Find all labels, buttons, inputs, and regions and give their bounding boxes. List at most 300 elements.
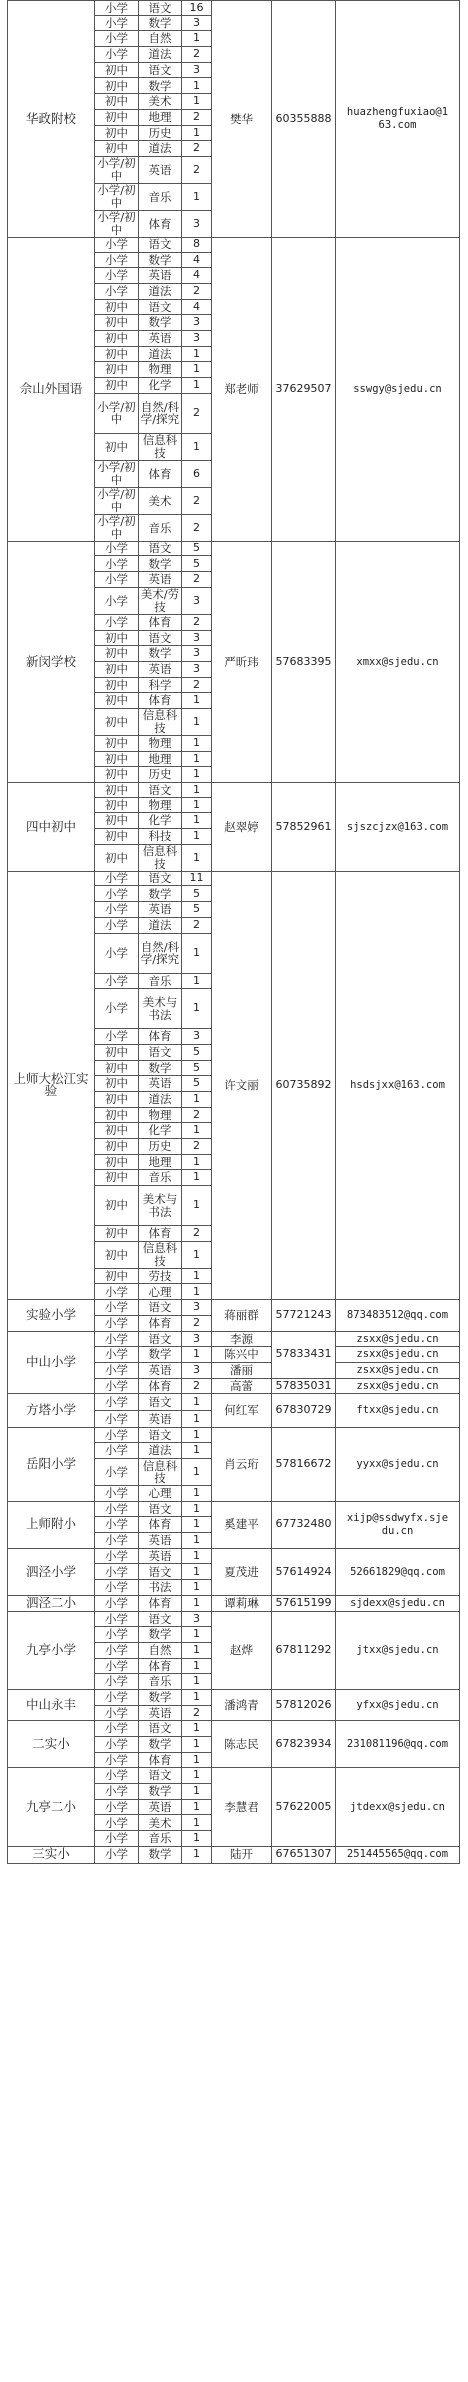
contact-phone: 57614924 [272,1548,336,1595]
vacancy-count: 2 [182,614,212,630]
vacancy-count: 8 [182,237,212,252]
vacancy-count: 2 [182,1139,212,1155]
school-level: 初中 [95,62,139,78]
subject: 体育 [139,1029,182,1045]
subject: 数学 [139,1060,182,1076]
school-level: 小学 [95,1378,139,1394]
school-name: 上师附小 [8,1501,95,1548]
school-level: 初中 [95,661,139,677]
school-level: 初中 [95,141,139,157]
school-email: 873483512@qq.com [336,1300,460,1331]
school-level: 小学 [95,1846,139,1863]
school-level: 初中 [95,346,139,362]
subject: 音乐 [139,1674,182,1690]
vacancy-count: 3 [182,62,212,78]
school-level: 初中 [95,767,139,783]
vacancy-count: 1 [182,693,212,709]
contact-person: 潘鸿青 [212,1689,272,1720]
school-level: 小学 [95,1362,139,1378]
school-level: 小学 [95,1611,139,1627]
school-level: 小学 [95,1658,139,1674]
vacancy-count: 1 [182,1501,212,1517]
contact-person: 奚建平 [212,1501,272,1548]
school-level: 初中 [95,630,139,646]
school-level: 小学 [95,1486,139,1502]
subject: 语文 [139,62,182,78]
vacancy-count: 1 [182,378,212,394]
vacancy-count: 1 [182,813,212,829]
school-level: 小学 [95,886,139,902]
vacancy-count: 1 [182,844,212,871]
subject: 体育 [139,1658,182,1674]
vacancy-count: 1 [182,1443,212,1459]
vacancy-count: 4 [182,252,212,268]
table-row [8,1768,460,1784]
school-name: 泗泾二小 [8,1595,95,1611]
school-level: 初中 [95,829,139,845]
subject: 体育 [139,1315,182,1331]
contact-person: 严昕玮 [212,541,272,782]
school-level: 初中 [95,1060,139,1076]
school-level: 小学 [95,572,139,588]
vacancy-count: 1 [182,989,212,1029]
school-level: 初中 [95,813,139,829]
school-level: 初中 [95,708,139,735]
subject: 地理 [139,751,182,767]
vacancy-count: 3 [182,331,212,347]
subject: 体育 [139,460,182,487]
school-email: jtxx@sjedu.cn [336,1611,460,1689]
school-level: 小学 [95,1459,139,1486]
school-level: 小学/初中 [95,393,139,433]
vacancy-count: 1 [182,1154,212,1170]
school-name: 三实小 [8,1846,95,1863]
school-name: 四中初中 [8,783,95,872]
subject: 体育 [139,1378,182,1394]
school-level: 小学 [95,1674,139,1690]
contact-phone: 57812026 [272,1689,336,1720]
school-name: 实验小学 [8,1300,95,1331]
school-level: 小学 [95,933,139,973]
table-row [8,541,460,556]
subject: 数学 [139,1737,182,1753]
vacancy-count: 1 [182,1784,212,1800]
subject: 语文 [139,1044,182,1060]
subject: 体育 [139,1517,182,1533]
subject: 科学 [139,677,182,693]
subject: 英语 [139,1362,182,1378]
table-row [8,1548,460,1564]
contact-phone: 57835031 [272,1378,336,1394]
table-row [8,237,460,252]
email-part: du.cn [381,1524,414,1537]
vacancy-count: 1 [182,1347,212,1363]
vacancy-count: 2 [182,47,212,63]
table-row [8,1,460,16]
school-email: sswgy@sjedu.cn [336,237,460,541]
subject: 语文 [139,1501,182,1517]
vacancy-count: 1 [182,1721,212,1737]
school-email [336,1,460,238]
vacancy-count: 3 [182,1331,212,1347]
school-level: 初中 [95,378,139,394]
contact-phone: 57683395 [272,541,336,782]
school-level: 小学 [95,1784,139,1800]
vacancy-count: 11 [182,871,212,886]
vacancy-count: 1 [182,1284,212,1300]
school-level: 小学 [95,1410,139,1427]
contact-phone: 60355888 [272,1,336,238]
subject: 英语 [139,1548,182,1564]
school-level: 小学 [95,1533,139,1549]
table-row [8,1611,460,1627]
vacancy-count: 3 [182,661,212,677]
vacancy-count: 1 [182,78,212,94]
subject: 音乐 [139,1170,182,1186]
contact-phone: 67830729 [272,1394,336,1427]
contact-phone: 67651307 [272,1846,336,1863]
school-email: yyxx@sjedu.cn [336,1427,460,1501]
vacancy-count: 1 [182,1846,212,1863]
table-row [8,783,460,798]
school-level: 初中 [95,1044,139,1060]
vacancy-count: 1 [182,783,212,798]
subject: 美术 [139,487,182,514]
school-name: 上师大松江实验 [8,871,95,1299]
vacancy-count: 1 [182,1394,212,1411]
vacancy-count: 1 [182,1268,212,1284]
subject: 历史 [139,1139,182,1155]
school-name: 泗泾小学 [8,1548,95,1595]
contact-phone: 67823934 [272,1721,336,1768]
contact-person: 赵烨 [212,1611,272,1689]
vacancy-count: 1 [182,1517,212,1533]
school-email: 251445565@qq.com [336,1846,460,1863]
school-email: jtdexx@sjedu.cn [336,1768,460,1846]
school-level: 小学 [95,1580,139,1596]
vacancy-count: 5 [182,1060,212,1076]
vacancy-count: 2 [182,156,212,183]
table-row [8,1300,460,1316]
subject: 物理 [139,735,182,751]
subject: 自然/科学/探究 [139,933,182,973]
school-level: 小学 [95,237,139,252]
vacancy-count: 4 [182,299,212,315]
school-email [336,1501,460,1548]
subject: 道法 [139,47,182,63]
subject: 英语 [139,1705,182,1721]
school-name: 岳阳小学 [8,1427,95,1501]
subject: 语文 [139,1427,182,1443]
subject: 数学 [139,1846,182,1863]
vacancy-count: 1 [182,1658,212,1674]
contact-phone: 57622005 [272,1768,336,1846]
subject: 英语 [139,1076,182,1092]
school-name: 方塔小学 [8,1394,95,1427]
subject: 英语 [139,902,182,918]
vacancy-count: 16 [182,1,212,16]
subject: 物理 [139,1107,182,1123]
subject: 语文 [139,1331,182,1347]
subject: 自然 [139,1642,182,1658]
subject: 语文 [139,1394,182,1411]
vacancy-count: 2 [182,393,212,433]
school-level: 小学/初中 [95,514,139,541]
vacancy-count: 1 [182,346,212,362]
vacancy-count: 1 [182,1595,212,1611]
school-email: 52661829@qq.com [336,1548,460,1595]
vacancy-count: 1 [182,829,212,845]
subject: 信息科技 [139,433,182,460]
school-level: 小学 [95,1443,139,1459]
subject: 美术与书法 [139,1186,182,1226]
subject: 英语 [139,1799,182,1815]
contact-person: 肖云珩 [212,1427,272,1501]
contact-phone: 67732480 [272,1501,336,1548]
school-level: 初中 [95,1123,139,1139]
contact-person: 李源 [212,1331,272,1347]
subject: 信息科技 [139,1459,182,1486]
subject: 地理 [139,1154,182,1170]
contact-phone: 57852961 [272,783,336,872]
school-email: zsxx@sjedu.cn [336,1347,460,1363]
school-level: 初中 [95,751,139,767]
school-level: 小学 [95,1768,139,1784]
contact-person: 赵翠婷 [212,783,272,872]
school-email: xmxx@sjedu.cn [336,541,460,782]
subject: 语文 [139,541,182,556]
vacancy-count: 1 [182,1627,212,1643]
subject: 语文 [139,630,182,646]
school-level: 小学 [95,556,139,572]
vacancy-count: 1 [182,1799,212,1815]
subject: 英语 [139,156,182,183]
vacancy-count: 1 [182,31,212,47]
email-part: 63.com [378,118,417,131]
contact-person: 高蕾 [212,1378,272,1394]
subject: 英语 [139,1533,182,1549]
school-email: sjdexx@sjedu.cn [336,1595,460,1611]
school-level: 小学 [95,1315,139,1331]
vacancy-count: 1 [182,1768,212,1784]
subject: 音乐 [139,973,182,989]
school-level: 小学 [95,614,139,630]
subject: 美术/劳技 [139,587,182,614]
contact-phone: 57615199 [272,1595,336,1611]
contact-phone: 57833431 [272,1331,336,1378]
table-row [8,1394,460,1411]
table-row [8,1595,460,1611]
subject: 道法 [139,283,182,299]
vacancy-count: 1 [182,1815,212,1831]
subject: 体育 [139,1752,182,1768]
email-part: xijp@ssdwyfx.sje [346,1512,449,1525]
subject: 语文 [139,1300,182,1316]
subject: 信息科技 [139,708,182,735]
email-part: huazhengfuxiao@1 [346,106,449,119]
subject: 数学 [139,1347,182,1363]
school-level: 初中 [95,78,139,94]
school-level: 小学 [95,1501,139,1517]
vacancy-count: 3 [182,210,212,237]
contact-person: 谭莉琳 [212,1595,272,1611]
contact-phone: 67811292 [272,1611,336,1689]
contact-person: 何红军 [212,1394,272,1427]
contact-person: 陆开 [212,1846,272,1863]
vacancy-count: 2 [182,572,212,588]
subject: 道法 [139,141,182,157]
vacancy-count: 1 [182,1737,212,1753]
school-level: 小学 [95,1331,139,1347]
school-level: 初中 [95,433,139,460]
contact-person: 陈志民 [212,1721,272,1768]
vacancy-count: 3 [182,587,212,614]
school-level: 初中 [95,1139,139,1155]
school-level: 小学/初中 [95,210,139,237]
school-level: 小学 [95,1427,139,1443]
school-level: 初中 [95,1241,139,1268]
vacancy-count: 1 [182,973,212,989]
vacancy-count: 1 [182,94,212,110]
subject: 语文 [139,237,182,252]
school-level: 小学 [95,1752,139,1768]
vacancy-count: 1 [182,1241,212,1268]
contact-phone: 37629507 [272,237,336,541]
vacancy-count: 1 [182,1410,212,1427]
subject: 英语 [139,661,182,677]
vacancy-count: 1 [182,735,212,751]
vacancy-count: 3 [182,630,212,646]
subject: 语文 [139,299,182,315]
school-level: 小学 [95,1595,139,1611]
vacancy-count: 1 [182,1752,212,1768]
vacancy-count: 1 [182,1123,212,1139]
vacancy-count: 1 [182,933,212,973]
vacancy-count: 1 [182,708,212,735]
subject: 语文 [139,783,182,798]
school-level: 小学 [95,1831,139,1847]
contact-person: 夏茂进 [212,1548,272,1595]
contact-phone: 57816672 [272,1427,336,1501]
school-level: 初中 [95,1268,139,1284]
subject: 科技 [139,829,182,845]
vacancy-count: 1 [182,1533,212,1549]
vacancy-count: 1 [182,433,212,460]
vacancy-count: 1 [182,1091,212,1107]
school-level: 初中 [95,315,139,331]
school-level: 小学 [95,47,139,63]
subject: 英语 [139,331,182,347]
school-level: 初中 [95,797,139,813]
contact-phone: 60735892 [272,871,336,1299]
school-level: 初中 [95,1107,139,1123]
contact-person: 李慧君 [212,1768,272,1846]
subject: 体育 [139,614,182,630]
school-level: 初中 [95,844,139,871]
vacancy-count: 6 [182,460,212,487]
school-level: 初中 [95,331,139,347]
recruitment-table [7,0,460,1864]
subject: 美术 [139,94,182,110]
vacancy-count: 3 [182,646,212,662]
school-name: 九亭小学 [8,1611,95,1689]
school-level: 初中 [95,1226,139,1242]
vacancy-count: 1 [182,1564,212,1580]
subject: 语文 [139,1,182,16]
school-level: 初中 [95,1170,139,1186]
school-level: 小学 [95,1394,139,1411]
school-name: 新闵学校 [8,541,95,782]
school-level: 初中 [95,783,139,798]
vacancy-count: 5 [182,541,212,556]
subject: 心理 [139,1486,182,1502]
contact-person: 樊华 [212,1,272,238]
subject: 体育 [139,1595,182,1611]
vacancy-count: 1 [182,751,212,767]
subject: 地理 [139,109,182,125]
contact-person: 许文丽 [212,871,272,1299]
school-email: sjszcjzx@163.com [336,783,460,872]
school-level: 小学 [95,902,139,918]
subject: 音乐 [139,183,182,210]
recruitment-table-body [8,1,460,1864]
school-level: 小学 [95,1721,139,1737]
school-level: 小学 [95,1642,139,1658]
subject: 英语 [139,268,182,284]
school-name: 二实小 [8,1721,95,1768]
contact-phone: 57721243 [272,1300,336,1331]
vacancy-count: 2 [182,283,212,299]
school-level: 初中 [95,109,139,125]
subject: 体育 [139,1226,182,1242]
vacancy-count: 3 [182,1029,212,1045]
subject: 劳技 [139,1268,182,1284]
vacancy-count: 2 [182,487,212,514]
subject: 信息科技 [139,1241,182,1268]
subject: 数学 [139,315,182,331]
subject: 语文 [139,1721,182,1737]
vacancy-count: 5 [182,902,212,918]
school-level: 初中 [95,1186,139,1226]
subject: 道法 [139,917,182,933]
school-level: 小学 [95,871,139,886]
contact-person: 郑老师 [212,237,272,541]
subject: 道法 [139,346,182,362]
vacancy-count: 2 [182,514,212,541]
vacancy-count: 2 [182,917,212,933]
table-row [8,1846,460,1863]
school-level: 初中 [95,677,139,693]
vacancy-count: 3 [182,1362,212,1378]
subject: 语文 [139,1768,182,1784]
school-level: 初中 [95,693,139,709]
school-name: 中山永丰 [8,1689,95,1720]
vacancy-count: 2 [182,141,212,157]
contact-person: 蒋丽群 [212,1300,272,1331]
school-level: 小学/初中 [95,156,139,183]
subject: 数学 [139,1627,182,1643]
vacancy-count: 4 [182,268,212,284]
subject: 数学 [139,556,182,572]
vacancy-count: 3 [182,315,212,331]
subject: 数学 [139,252,182,268]
subject: 英语 [139,1410,182,1427]
school-email: yfxx@sjedu.cn [336,1689,460,1720]
subject: 美术 [139,1815,182,1831]
subject: 物理 [139,797,182,813]
school-level: 小学 [95,1517,139,1533]
school-level: 初中 [95,1076,139,1092]
